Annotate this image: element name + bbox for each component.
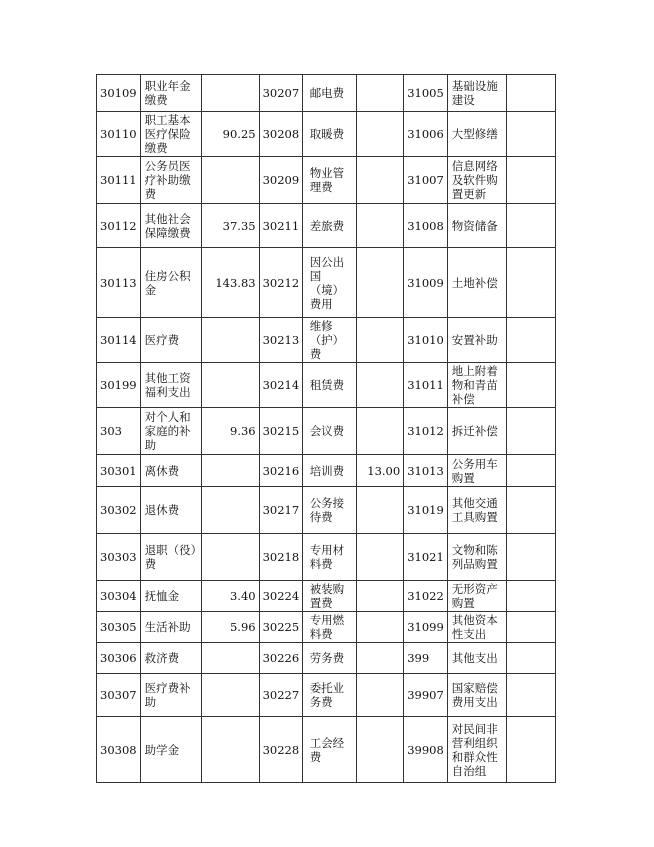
item-name-cell: [303, 75, 357, 112]
item-code: 31021: [407, 550, 444, 564]
item-name: 对个人和家庭的补助: [144, 410, 191, 452]
item-name: 离休费: [144, 463, 180, 478]
item-name: 抚恤金: [144, 589, 180, 603]
item-code-cell: [404, 455, 448, 487]
item-name: 职业年金缴费: [144, 79, 191, 107]
item-code: 30211: [262, 218, 300, 233]
item-name: 生活补助: [144, 620, 191, 634]
item-name: 对民间非营利组织和群众性自治组: [451, 721, 498, 778]
table-row: [97, 674, 556, 717]
item-name-cell: [303, 408, 357, 455]
item-code: 30216: [262, 463, 300, 478]
item-name: 信息网络及软件购置更新: [451, 159, 498, 201]
item-code-cell: [259, 75, 303, 112]
item-amount-cell: [201, 455, 259, 487]
item-name: 地上附着物和青苗补偿: [451, 364, 498, 406]
item-code-cell: [97, 157, 141, 204]
item-name: 其他工资福利支出: [144, 371, 191, 399]
item-name-cell: [447, 248, 506, 318]
table-row: [97, 487, 556, 534]
item-code-cell: [404, 581, 448, 612]
item-amount-cell: [357, 487, 404, 534]
item-code: 30214: [262, 378, 300, 392]
item-name: 拆迁补偿: [451, 424, 498, 438]
item-amount-cell: [357, 643, 404, 674]
item-code: 31099: [407, 620, 444, 634]
table-row: [97, 455, 556, 487]
item-name-cell: [140, 363, 201, 408]
item-name: 国家赔偿费用支出: [451, 681, 498, 709]
item-amount-cell: [201, 157, 259, 204]
item-amount-cell: [357, 674, 404, 717]
item-name: 因公出国（境）费用: [309, 254, 345, 311]
item-name: 其他资本性支出: [451, 613, 498, 641]
item-code: 31019: [407, 503, 444, 517]
item-name-cell: [447, 112, 506, 157]
table-row: [97, 363, 556, 408]
item-name-cell: [447, 534, 506, 581]
item-name-cell: [140, 487, 201, 534]
table-row: [97, 157, 556, 204]
item-name: 被装购置费: [309, 582, 345, 610]
item-amount-cell: [506, 455, 555, 487]
item-name-cell: [140, 75, 201, 112]
item-code-cell: [259, 581, 303, 612]
item-code-cell: [97, 408, 141, 455]
item-name: 会议费: [309, 424, 345, 438]
item-amount: 37.35: [222, 218, 256, 233]
item-amount-cell: [357, 75, 404, 112]
item-name-cell: [140, 318, 201, 363]
item-name-cell: [303, 112, 357, 157]
item-code: 30226: [262, 651, 300, 665]
item-code-cell: [259, 674, 303, 717]
item-name-cell: [303, 318, 357, 363]
item-code: 31022: [407, 589, 444, 603]
item-name-cell: [447, 581, 506, 612]
item-code: 30302: [100, 503, 137, 517]
item-name-cell: [140, 674, 201, 717]
expenditure-table: [96, 74, 556, 783]
item-name: 基础设施建设: [451, 79, 498, 107]
item-amount-cell: [201, 612, 259, 643]
item-code: 39907: [407, 688, 444, 702]
item-name-cell: [303, 612, 357, 643]
item-code-cell: [404, 487, 448, 534]
item-code-cell: [404, 75, 448, 112]
item-code: 30112: [100, 218, 137, 233]
item-code-cell: [97, 318, 141, 363]
item-amount-cell: [506, 674, 555, 717]
item-name: 委托业务费: [309, 681, 345, 709]
item-amount-cell: [201, 581, 259, 612]
item-name: 公务接待费: [309, 496, 345, 524]
item-amount-cell: [357, 363, 404, 408]
item-code: 30110: [100, 127, 137, 141]
item-amount-cell: [357, 248, 404, 318]
item-name: 工会经费: [309, 735, 345, 764]
item-amount: 90.25: [222, 127, 256, 141]
item-code: 31008: [407, 218, 444, 233]
item-name-cell: [303, 534, 357, 581]
item-name: 专用材料费: [309, 543, 345, 571]
item-amount-cell: [506, 487, 555, 534]
item-code-cell: [97, 717, 141, 783]
item-name: 取暖费: [309, 127, 345, 141]
item-amount-cell: [506, 363, 555, 408]
item-name-cell: [303, 455, 357, 487]
item-amount-cell: [357, 717, 404, 783]
item-name: 其他社会保障缴费: [144, 211, 191, 240]
item-name-cell: [140, 408, 201, 455]
item-name-cell: [140, 112, 201, 157]
item-amount-cell: [506, 75, 555, 112]
item-name: 邮电费: [309, 86, 345, 100]
item-code: 30307: [100, 688, 137, 702]
item-name: 专用燃料费: [309, 613, 345, 641]
item-name-cell: [140, 581, 201, 612]
item-code-cell: [259, 112, 303, 157]
item-name-cell: [303, 204, 357, 248]
item-code: 30114: [100, 333, 137, 347]
item-amount-cell: [357, 534, 404, 581]
item-name: 租赁费: [309, 378, 345, 392]
item-amount: 13.00: [367, 463, 401, 478]
item-code-cell: [404, 204, 448, 248]
table-row: [97, 612, 556, 643]
item-name: 住房公积金: [144, 268, 191, 297]
item-code-cell: [404, 612, 448, 643]
item-code-cell: [97, 455, 141, 487]
item-code: 30218: [262, 550, 300, 564]
item-name: 文物和陈列品购置: [451, 543, 498, 571]
table-row: [97, 408, 556, 455]
item-code-cell: [404, 248, 448, 318]
table-row: [97, 75, 556, 112]
item-name-cell: [140, 455, 201, 487]
item-code: 30305: [100, 620, 137, 634]
item-code: 30301: [100, 463, 137, 478]
table-row: [97, 717, 556, 783]
item-code: 30303: [100, 550, 137, 564]
item-code-cell: [259, 643, 303, 674]
item-name-cell: [140, 643, 201, 674]
item-code-cell: [404, 717, 448, 783]
item-code-cell: [404, 318, 448, 363]
item-code-cell: [97, 204, 141, 248]
item-name-cell: [303, 581, 357, 612]
item-name: 职工基本医疗保险缴费: [144, 113, 191, 155]
item-name-cell: [447, 643, 506, 674]
item-name-cell: [140, 534, 201, 581]
item-amount-cell: [357, 318, 404, 363]
item-code: 31012: [407, 424, 444, 438]
table-body: [97, 75, 556, 783]
item-code: 30217: [262, 503, 300, 517]
item-name: 救济费: [144, 651, 180, 665]
item-name: 培训费: [309, 463, 345, 478]
item-amount-cell: [357, 455, 404, 487]
item-code: 30199: [100, 378, 137, 392]
item-code-cell: [404, 157, 448, 204]
item-amount: 3.40: [229, 589, 256, 603]
item-amount-cell: [357, 112, 404, 157]
item-amount-cell: [201, 717, 259, 783]
item-amount-cell: [357, 157, 404, 204]
item-amount-cell: [201, 112, 259, 157]
item-amount-cell: [506, 408, 555, 455]
item-code: 30306: [100, 651, 137, 665]
item-name: 其他交通工具购置: [451, 496, 498, 524]
item-code-cell: [259, 408, 303, 455]
item-amount-cell: [506, 643, 555, 674]
item-code: 30209: [262, 173, 300, 187]
item-code-cell: [97, 674, 141, 717]
item-code-cell: [97, 534, 141, 581]
item-name-cell: [447, 674, 506, 717]
item-name-cell: [447, 363, 506, 408]
item-name: 差旅费: [309, 218, 345, 233]
table-row: [97, 318, 556, 363]
item-code: 30212: [262, 275, 300, 290]
item-amount-cell: [357, 408, 404, 455]
item-code: 30208: [262, 127, 300, 141]
item-amount-cell: [506, 581, 555, 612]
item-amount-cell: [201, 408, 259, 455]
item-code: 30227: [262, 688, 300, 702]
item-code: 31005: [407, 86, 444, 100]
item-name: 安置补助: [451, 333, 498, 347]
item-amount-cell: [506, 534, 555, 581]
item-code-cell: [404, 112, 448, 157]
item-name: 医疗费: [144, 333, 180, 347]
item-code: 30224: [262, 589, 300, 603]
item-amount-cell: [201, 487, 259, 534]
item-code-cell: [259, 318, 303, 363]
item-code-cell: [404, 363, 448, 408]
item-code-cell: [259, 157, 303, 204]
item-name-cell: [140, 612, 201, 643]
item-code: 30109: [100, 86, 137, 100]
item-code: 30308: [100, 742, 137, 757]
item-name-cell: [303, 157, 357, 204]
item-code-cell: [97, 581, 141, 612]
item-code-cell: [259, 363, 303, 408]
item-code-cell: [259, 487, 303, 534]
item-code: 30228: [262, 742, 300, 757]
item-name: 劳务费: [309, 651, 345, 665]
item-code-cell: [97, 75, 141, 112]
item-code: 30213: [262, 333, 300, 347]
table-row: [97, 248, 556, 318]
item-name: 维修（护）费: [309, 319, 345, 361]
item-code-cell: [97, 248, 141, 318]
item-code-cell: [97, 487, 141, 534]
item-code-cell: [259, 534, 303, 581]
item-name-cell: [447, 408, 506, 455]
item-amount-cell: [506, 112, 555, 157]
item-code: 31009: [407, 275, 444, 290]
item-name-cell: [447, 612, 506, 643]
item-amount-cell: [506, 204, 555, 248]
item-code-cell: [404, 408, 448, 455]
item-amount-cell: [201, 674, 259, 717]
item-amount: 9.36: [229, 424, 256, 438]
item-amount-cell: [201, 75, 259, 112]
item-name-cell: [447, 455, 506, 487]
item-amount-cell: [357, 612, 404, 643]
item-name-cell: [447, 157, 506, 204]
table-row: [97, 643, 556, 674]
item-amount-cell: [201, 643, 259, 674]
item-code-cell: [404, 643, 448, 674]
item-code-cell: [259, 612, 303, 643]
item-code: 30113: [100, 275, 137, 290]
item-name-cell: [303, 674, 357, 717]
item-code-cell: [259, 455, 303, 487]
item-code-cell: [259, 717, 303, 783]
table-row: [97, 112, 556, 157]
item-amount-cell: [506, 248, 555, 318]
item-amount-cell: [357, 581, 404, 612]
item-amount-cell: [506, 157, 555, 204]
table-row: [97, 534, 556, 581]
table-row: [97, 204, 556, 248]
item-name: 公务用车购置: [451, 456, 498, 485]
item-name-cell: [140, 248, 201, 318]
item-code-cell: [97, 643, 141, 674]
item-amount-cell: [201, 534, 259, 581]
item-name: 退职（役）费: [144, 543, 197, 571]
item-code-cell: [97, 363, 141, 408]
item-amount: 5.96: [229, 620, 256, 634]
item-name-cell: [303, 643, 357, 674]
item-name-cell: [303, 487, 357, 534]
item-code-cell: [259, 248, 303, 318]
item-amount-cell: [357, 204, 404, 248]
item-code: 31010: [407, 333, 444, 347]
item-code-cell: [259, 204, 303, 248]
item-name-cell: [303, 363, 357, 408]
item-name: 物业管理费: [309, 166, 345, 194]
item-amount-cell: [201, 363, 259, 408]
item-code: 30111: [100, 173, 137, 187]
item-name-cell: [447, 204, 506, 248]
table-row: [97, 581, 556, 612]
item-code: 31006: [407, 127, 444, 141]
item-name-cell: [447, 75, 506, 112]
item-amount: 143.83: [215, 275, 256, 290]
item-code-cell: [97, 612, 141, 643]
item-name-cell: [447, 318, 506, 363]
item-name-cell: [140, 204, 201, 248]
item-amount-cell: [506, 318, 555, 363]
item-name-cell: [303, 248, 357, 318]
item-amount-cell: [201, 318, 259, 363]
item-code: 30207: [262, 86, 300, 100]
item-code-cell: [404, 534, 448, 581]
item-amount-cell: [506, 717, 555, 783]
item-name-cell: [447, 487, 506, 534]
item-name: 退休费: [144, 503, 180, 517]
item-code-cell: [97, 112, 141, 157]
item-code: 39908: [407, 742, 444, 757]
item-name: 其他支出: [451, 651, 498, 665]
item-code: 31007: [407, 173, 444, 187]
item-code: 31013: [407, 463, 444, 478]
item-name: 医疗费补助: [144, 681, 191, 709]
item-code: 31011: [407, 378, 444, 392]
item-name-cell: [447, 717, 506, 783]
item-code: 30215: [262, 424, 300, 438]
item-code: 303: [100, 424, 122, 438]
item-name-cell: [303, 717, 357, 783]
item-amount-cell: [201, 248, 259, 318]
item-name: 无形资产购置: [451, 582, 498, 610]
item-name: 土地补偿: [451, 275, 498, 290]
item-name-cell: [140, 717, 201, 783]
item-amount-cell: [201, 204, 259, 248]
item-code-cell: [404, 674, 448, 717]
item-code: 399: [407, 651, 430, 665]
item-name: 公务员医疗补助缴费: [144, 159, 191, 201]
item-name-cell: [140, 157, 201, 204]
item-name: 大型修缮: [451, 127, 498, 141]
item-code: 30225: [262, 620, 300, 634]
item-name: 物资储备: [451, 218, 498, 233]
item-name: 助学金: [144, 742, 180, 757]
item-amount-cell: [506, 612, 555, 643]
item-code: 30304: [100, 589, 137, 603]
